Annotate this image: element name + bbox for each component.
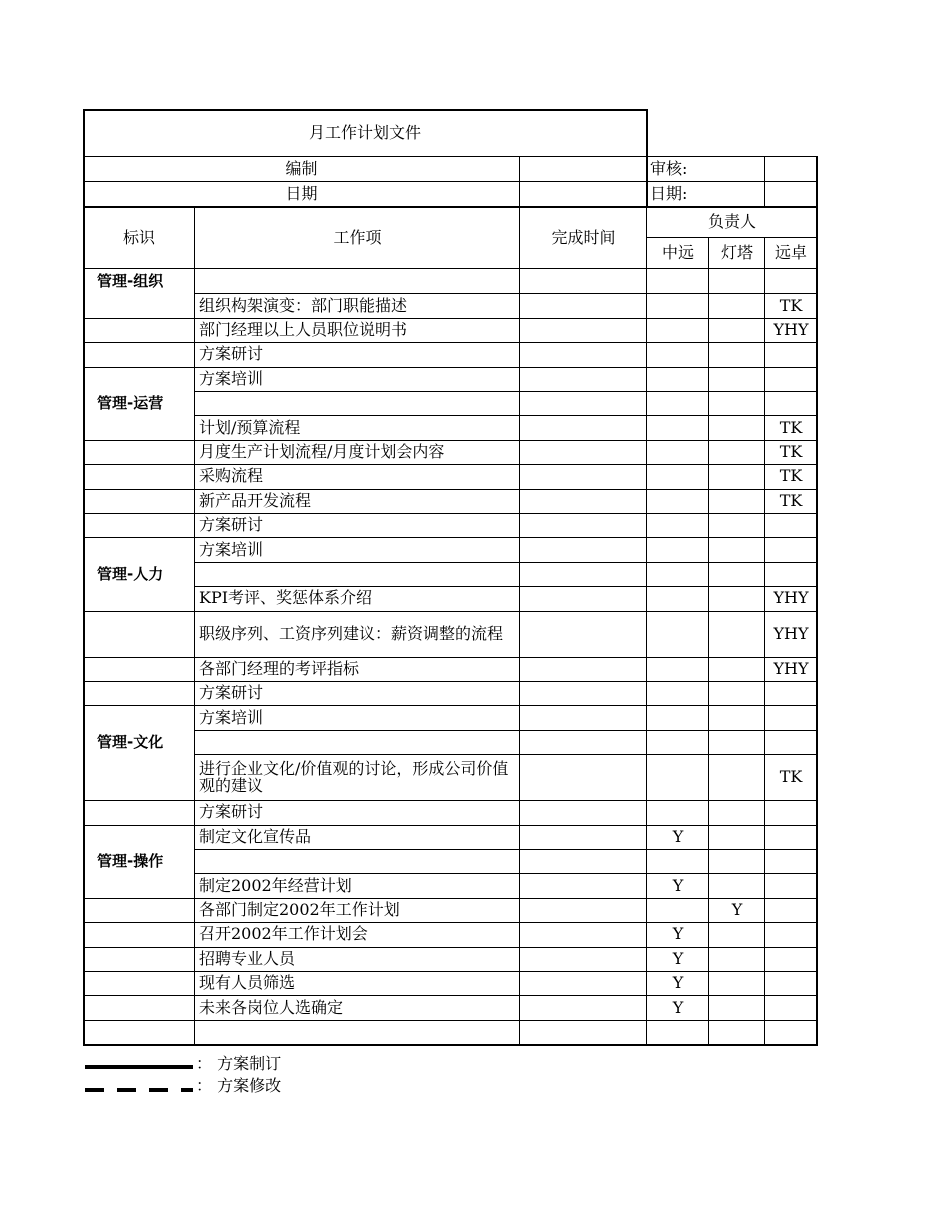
row-owner-zhongyuan bbox=[647, 562, 709, 586]
row-owner-zhongyuan bbox=[647, 705, 709, 729]
grid-line bbox=[83, 681, 195, 682]
grid-line bbox=[195, 464, 817, 465]
row-owner-zhongyuan bbox=[647, 464, 709, 488]
row-category bbox=[83, 464, 195, 488]
row-owner-yuanzhuo bbox=[765, 391, 817, 415]
row-work-item: 计划/预算流程 bbox=[199, 417, 301, 437]
row-category bbox=[83, 586, 195, 610]
row-category bbox=[83, 898, 195, 922]
thick-border bbox=[83, 1044, 818, 1046]
legend-solid-line bbox=[85, 1065, 193, 1069]
row-owner-zhongyuan bbox=[647, 800, 709, 824]
grid-line bbox=[195, 657, 817, 658]
row-owner-yuanzhuo: TK bbox=[779, 490, 803, 510]
row-owner-yuanzhuo bbox=[765, 513, 817, 537]
row-owner-yuanzhuo bbox=[765, 342, 817, 366]
grid-line bbox=[195, 611, 817, 612]
row-owner-zhongyuan bbox=[647, 342, 709, 366]
grid-line bbox=[83, 440, 195, 441]
grid-line bbox=[195, 1020, 817, 1021]
grid-line bbox=[646, 207, 647, 1044]
grid-line bbox=[195, 849, 817, 850]
row-owner-zhongyuan bbox=[647, 898, 709, 922]
grid-line bbox=[83, 367, 195, 368]
row-owner-zhongyuan: Y bbox=[672, 826, 684, 846]
row-owner-zhongyuan bbox=[647, 489, 709, 513]
row-owner-zhongyuan: Y bbox=[672, 875, 684, 895]
row-category bbox=[83, 705, 195, 729]
row-work-item: 方案研讨 bbox=[199, 344, 264, 364]
row-owner-zhongyuan bbox=[647, 657, 709, 681]
grid-line bbox=[194, 207, 195, 1044]
row-work-item: 现有人员筛选 bbox=[199, 973, 296, 993]
row-work-item: 采购流程 bbox=[199, 466, 264, 486]
grid-line bbox=[195, 391, 817, 392]
legend bbox=[83, 1055, 343, 1097]
row-owner-zhongyuan bbox=[647, 586, 709, 610]
row-owner-dengta bbox=[709, 995, 765, 1019]
row-category bbox=[83, 1020, 195, 1044]
row-category bbox=[83, 947, 195, 971]
row-owner-zhongyuan: Y bbox=[672, 973, 684, 993]
row-owner-dengta bbox=[709, 293, 765, 317]
row-category: 管理-文化 bbox=[97, 732, 164, 751]
row-owner-dengta bbox=[709, 873, 765, 897]
row-owner-dengta bbox=[709, 440, 765, 464]
grid-line bbox=[195, 415, 817, 416]
row-owner-dengta bbox=[709, 269, 765, 293]
row-work-item bbox=[195, 391, 520, 415]
grid-line bbox=[83, 971, 195, 972]
row-work-item bbox=[195, 269, 520, 293]
grid-line bbox=[195, 293, 817, 294]
grid-line bbox=[519, 156, 520, 1044]
grid-line bbox=[83, 995, 195, 996]
row-owner-yuanzhuo: YHY bbox=[773, 319, 809, 339]
row-category bbox=[83, 415, 195, 439]
grid-line bbox=[83, 181, 817, 182]
row-owner-yuanzhuo bbox=[765, 922, 817, 946]
row-category bbox=[83, 440, 195, 464]
row-owner-zhongyuan bbox=[647, 415, 709, 439]
row-owner-yuanzhuo bbox=[765, 849, 817, 873]
grid-line bbox=[83, 705, 195, 706]
row-owner-dengta bbox=[709, 489, 765, 513]
grid-line bbox=[647, 237, 817, 238]
document-title: 月工作计划文件 bbox=[308, 122, 421, 142]
row-work-item: 招聘专业人员 bbox=[199, 948, 296, 968]
row-work-item bbox=[195, 562, 520, 586]
row-owner-dengta bbox=[709, 562, 765, 586]
row-work-item: 职级序列、工资序列建议：薪资调整的流程 bbox=[199, 624, 504, 644]
legend-dashed-line bbox=[85, 1088, 193, 1092]
review-date-label: 日期: bbox=[650, 183, 688, 203]
row-work-item: 召开2002年工作计划会 bbox=[199, 924, 368, 944]
row-category bbox=[83, 318, 195, 342]
grid-line bbox=[195, 898, 817, 899]
header-owner-zhongyuan: 中远 bbox=[661, 243, 694, 262]
legend-solid-label: ： 方案制订 bbox=[196, 1054, 282, 1073]
row-owner-yuanzhuo: TK bbox=[779, 767, 803, 787]
row-work-item: 方案研讨 bbox=[199, 515, 264, 535]
row-owner-zhongyuan bbox=[647, 537, 709, 561]
row-owner-yuanzhuo: TK bbox=[779, 441, 803, 461]
row-category bbox=[83, 922, 195, 946]
row-work-item: 方案研讨 bbox=[199, 802, 264, 822]
row-work-item: 各部门制定2002年工作计划 bbox=[199, 899, 400, 919]
grid-line bbox=[195, 873, 817, 874]
grid-line bbox=[83, 318, 195, 319]
grid-line bbox=[83, 898, 195, 899]
grid-line bbox=[83, 489, 195, 490]
row-owner-dengta bbox=[709, 705, 765, 729]
row-work-item: 方案培训 bbox=[199, 707, 264, 727]
row-owner-zhongyuan: Y bbox=[672, 948, 684, 968]
row-owner-yuanzhuo bbox=[765, 873, 817, 897]
thick-border bbox=[83, 109, 85, 1046]
grid-line bbox=[83, 611, 195, 612]
row-work-item bbox=[195, 1020, 520, 1044]
header-owner-yuanzhuo: 远卓 bbox=[774, 243, 807, 262]
row-owner-dengta bbox=[709, 391, 765, 415]
grid-line bbox=[83, 922, 195, 923]
grid-line bbox=[195, 681, 817, 682]
grid-line bbox=[83, 342, 195, 343]
row-work-item: 各部门经理的考评指标 bbox=[199, 658, 360, 678]
row-owner-zhongyuan bbox=[647, 391, 709, 415]
row-category bbox=[83, 611, 195, 657]
thick-border bbox=[83, 109, 647, 111]
row-owner-zhongyuan: Y bbox=[672, 924, 684, 944]
row-owner-yuanzhuo bbox=[765, 562, 817, 586]
row-owner-yuanzhuo: TK bbox=[779, 417, 803, 437]
row-category bbox=[83, 537, 195, 561]
row-category bbox=[83, 995, 195, 1019]
row-owner-yuanzhuo bbox=[765, 947, 817, 971]
row-owner-yuanzhuo bbox=[765, 995, 817, 1019]
row-category bbox=[83, 971, 195, 995]
legend-dashed-label: ： 方案修改 bbox=[196, 1076, 282, 1095]
row-owner-yuanzhuo: YHY bbox=[773, 658, 809, 678]
row-owner-yuanzhuo bbox=[765, 825, 817, 849]
header-owner: 负责人 bbox=[707, 212, 756, 231]
row-work-item: 组织构架演变：部门职能描述 bbox=[199, 295, 408, 315]
row-owner-zhongyuan bbox=[647, 849, 709, 873]
grid-line bbox=[646, 109, 648, 207]
row-owner-yuanzhuo: YHY bbox=[773, 588, 809, 608]
row-category bbox=[83, 657, 195, 681]
row-owner-dengta bbox=[709, 922, 765, 946]
row-category bbox=[83, 293, 195, 317]
row-work-item: 新产品开发流程 bbox=[199, 490, 312, 510]
row-category bbox=[83, 489, 195, 513]
grid-line bbox=[195, 825, 817, 826]
row-owner-zhongyuan: Y bbox=[672, 997, 684, 1017]
header-id: 标识 bbox=[122, 228, 155, 247]
row-owner-yuanzhuo: TK bbox=[779, 295, 803, 315]
grid-line bbox=[195, 754, 817, 755]
grid-line bbox=[195, 342, 817, 343]
row-work-item: 制定文化宣传品 bbox=[199, 826, 312, 846]
grid-line bbox=[83, 268, 817, 269]
row-owner-zhongyuan bbox=[647, 513, 709, 537]
grid-line bbox=[195, 537, 817, 538]
row-category: 管理-操作 bbox=[97, 852, 164, 871]
row-owner-yuanzhuo bbox=[765, 269, 817, 293]
grid-line bbox=[195, 947, 817, 948]
row-owner-yuanzhuo bbox=[765, 800, 817, 824]
row-owner-zhongyuan bbox=[647, 681, 709, 705]
grid-line bbox=[195, 513, 817, 514]
grid-line bbox=[83, 825, 195, 826]
row-work-item bbox=[195, 849, 520, 873]
row-work-item: 制定2002年经营计划 bbox=[199, 875, 352, 895]
grid-line bbox=[83, 947, 195, 948]
grid-line bbox=[83, 513, 195, 514]
grid-line bbox=[195, 705, 817, 706]
row-work-item: 方案培训 bbox=[199, 539, 264, 559]
row-owner-dengta bbox=[709, 586, 765, 610]
date-label: 日期 bbox=[285, 183, 318, 203]
row-owner-yuanzhuo: YHY bbox=[773, 623, 809, 643]
row-owner-yuanzhuo bbox=[765, 971, 817, 995]
row-owner-dengta bbox=[709, 611, 765, 657]
grid-line bbox=[195, 586, 817, 587]
row-category: 管理-组织 bbox=[97, 272, 164, 291]
grid-line bbox=[83, 464, 195, 465]
grid-line bbox=[195, 562, 817, 563]
grid-line bbox=[195, 318, 817, 319]
row-owner-zhongyuan bbox=[647, 367, 709, 391]
row-category bbox=[83, 800, 195, 824]
row-owner-dengta bbox=[709, 318, 765, 342]
row-owner-zhongyuan bbox=[647, 730, 709, 754]
row-owner-zhongyuan bbox=[647, 293, 709, 317]
row-owner-dengta bbox=[709, 513, 765, 537]
grid-line bbox=[195, 971, 817, 972]
row-work-item bbox=[195, 730, 520, 754]
row-owner-zhongyuan bbox=[647, 754, 709, 800]
row-owner-dengta bbox=[709, 730, 765, 754]
row-category bbox=[83, 873, 195, 897]
grid-line bbox=[83, 657, 195, 658]
row-category bbox=[83, 367, 195, 391]
row-owner-dengta: Y bbox=[731, 899, 743, 919]
row-owner-dengta bbox=[709, 825, 765, 849]
row-owner-dengta bbox=[709, 1020, 765, 1044]
row-owner-dengta bbox=[709, 537, 765, 561]
row-owner-yuanzhuo bbox=[765, 1020, 817, 1044]
row-work-item: 方案研讨 bbox=[199, 683, 264, 703]
row-owner-dengta bbox=[709, 971, 765, 995]
grid-line bbox=[195, 440, 817, 441]
row-owner-yuanzhuo bbox=[765, 367, 817, 391]
row-category: 管理-运营 bbox=[97, 394, 164, 413]
row-owner-zhongyuan bbox=[647, 611, 709, 657]
grid-line bbox=[764, 156, 765, 207]
row-category bbox=[83, 754, 195, 800]
row-owner-dengta bbox=[709, 800, 765, 824]
grid-line bbox=[83, 1020, 195, 1021]
row-owner-dengta bbox=[709, 657, 765, 681]
row-owner-yuanzhuo bbox=[765, 681, 817, 705]
header-owner-dengta: 灯塔 bbox=[720, 243, 753, 262]
grid-line bbox=[83, 156, 817, 157]
row-work-item: 方案培训 bbox=[199, 368, 264, 388]
header-item: 工作项 bbox=[333, 228, 382, 247]
grid-line bbox=[195, 489, 817, 490]
thick-border bbox=[816, 156, 818, 1046]
work-plan-sheet bbox=[83, 109, 817, 1032]
row-owner-dengta bbox=[709, 849, 765, 873]
grid-line bbox=[83, 800, 195, 801]
row-owner-dengta bbox=[709, 415, 765, 439]
row-owner-zhongyuan bbox=[647, 318, 709, 342]
row-category bbox=[83, 681, 195, 705]
row-work-item: 月度生产计划流程/月度计划会内容 bbox=[199, 441, 445, 461]
grid-line bbox=[83, 537, 195, 538]
row-owner-yuanzhuo bbox=[765, 730, 817, 754]
row-owner-dengta bbox=[709, 681, 765, 705]
row-owner-yuanzhuo bbox=[765, 537, 817, 561]
prepared-by-label: 编制 bbox=[285, 158, 318, 178]
header-time: 完成时间 bbox=[551, 228, 616, 247]
review-label: 审核: bbox=[650, 158, 688, 178]
row-work-item: 部门经理以上人员职位说明书 bbox=[199, 319, 408, 339]
row-category bbox=[83, 825, 195, 849]
row-work-item: 进行企业文化/价值观的讨论，形成公司价值观的建议 bbox=[199, 759, 509, 796]
row-work-item: KPI考评、奖惩体系介绍 bbox=[199, 588, 373, 608]
row-work-item: 未来各岗位人选确定 bbox=[199, 997, 344, 1017]
row-owner-dengta bbox=[709, 464, 765, 488]
row-owner-yuanzhuo bbox=[765, 898, 817, 922]
row-owner-dengta bbox=[709, 367, 765, 391]
row-owner-dengta bbox=[709, 342, 765, 366]
row-owner-dengta bbox=[709, 947, 765, 971]
row-owner-zhongyuan bbox=[647, 269, 709, 293]
row-category bbox=[83, 513, 195, 537]
row-category bbox=[83, 342, 195, 366]
grid-line bbox=[195, 730, 817, 731]
row-owner-yuanzhuo: TK bbox=[779, 466, 803, 486]
row-owner-yuanzhuo bbox=[765, 705, 817, 729]
grid-line bbox=[195, 800, 817, 801]
grid-line bbox=[195, 995, 817, 996]
row-owner-dengta bbox=[709, 754, 765, 800]
grid-line bbox=[195, 922, 817, 923]
row-owner-zhongyuan bbox=[647, 1020, 709, 1044]
grid-line bbox=[195, 367, 817, 368]
row-category: 管理-人力 bbox=[97, 564, 164, 583]
row-owner-zhongyuan bbox=[647, 440, 709, 464]
